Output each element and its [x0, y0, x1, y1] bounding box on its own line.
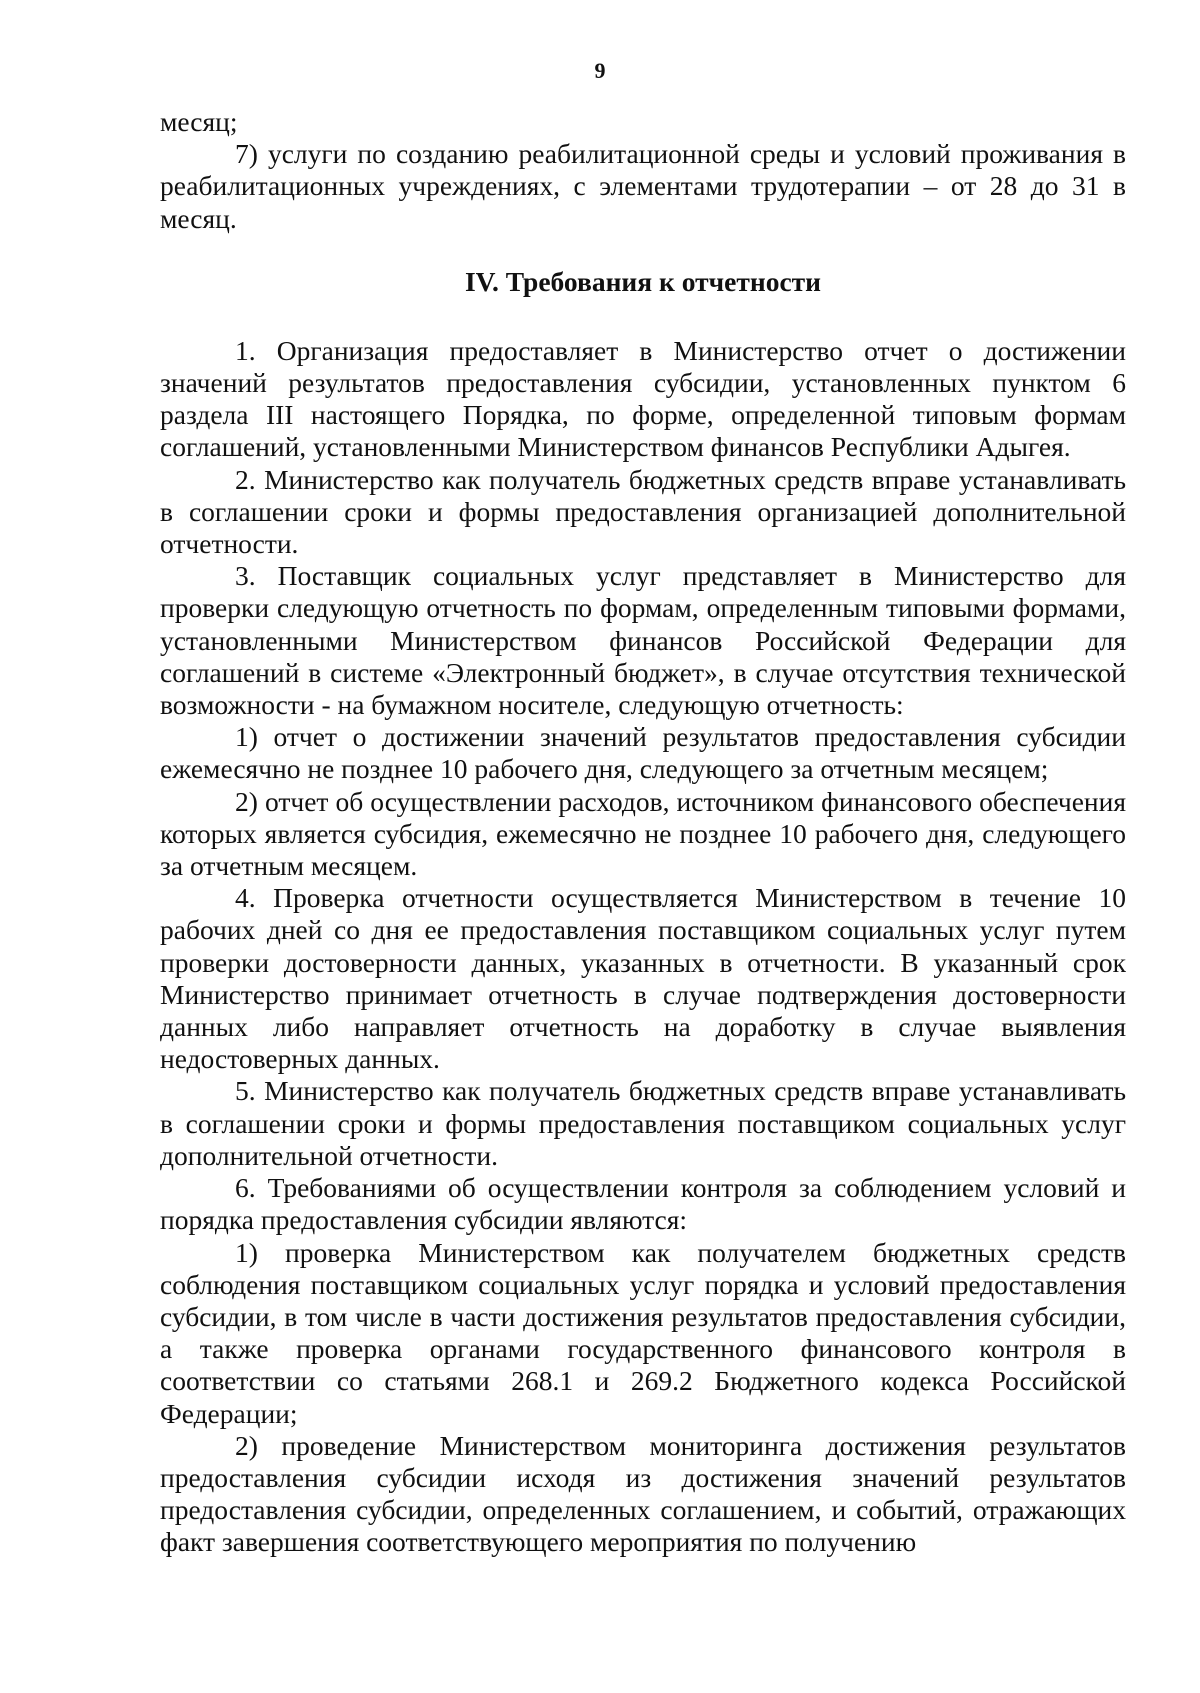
paragraph-item-7-services: 7) услуги по созданию реабилитационной среды и условий проживания в реабилитационных учреждениях, с элементами трудотерапии – от 28 до 31 в месяц. — [160, 138, 1126, 234]
paragraph-5-provider-additional-reporting: 5. Министерство как получатель бюджетных средств вправе устанавливать в соглашении сроки и формы предоставления поставщиком социальных услуг дополнительной отчетности. — [160, 1075, 1126, 1171]
paragraph-6-control-requirements: 6. Требованиями об осуществлении контроля за соблюдением условий и порядка предоставления субсидии являются: — [160, 1172, 1126, 1236]
paragraph-2-additional-reporting: 2. Министерство как получатель бюджетных средств вправе устанавливать в соглашении сроки и формы предоставления организацией дополнительной отчетности. — [160, 463, 1126, 560]
paragraph-6-subitem-2: 2) проведение Министерством мониторинга достижения результатов предоставления субсидии исходя из достижения значений результатов предоставления субсидии, определенных соглашением, и событий, отражающих факт завершения соответствующего мероприятия по получению — [160, 1429, 1126, 1558]
section-heading: IV. Требования к отчетности — [464, 265, 822, 297]
paragraph-3-provider-reporting: 3. Поставщик социальных услуг представляет в Министерство для проверки следующую отчетность по формам, определенным типовыми формами, установленными Министерством финансов Российской Федерации для соглашений в системе «Электронный бюджет», в случае отсутствия технической возможности - на бумажном носителе, следующую отчетность: — [160, 560, 1126, 721]
paragraph-3-subitem-2: 2) отчет об осуществлении расходов, источником финансового обеспечения которых является субсидия, ежемесячно не позднее 10 рабочего дня, следующего за отчетным месяцем. — [160, 785, 1126, 882]
paragraph-3-subitem-1: 1) отчет о достижении значений результатов предоставления субсидии ежемесячно не позднее 10 рабочего дня, следующего за отчетным месяцем; — [160, 721, 1126, 785]
paragraph-4-report-verification: 4. Проверка отчетности осуществляется Министерством в течение 10 рабочих дней со дня ее предоставления поставщиком социальных услуг путем проверки достоверности данных, указанных в отчетности. В указанный срок Министерство принимает отчетность в случае подтверждения достоверности данных либо направляет отчетность на доработку в случае выявления недостоверных данных. — [160, 882, 1126, 1075]
paragraph-1-organization-report: 1. Организация предоставляет в Министерство отчет о достижении значений результатов предоставления субсидии, установленных пунктом 6 раздела III настоящего Порядка, по форме, определенной типовым формам соглашений, установленными Министерством финансов Республики Адыгея. — [160, 334, 1126, 463]
paragraph-6-subitem-1: 1) проверка Министерством как получателем бюджетных средств соблюдения поставщиком социальных услуг порядка и условий предоставления субсидии, в том числе в части достижения результатов предоставления субсидии, а также проверка органами государственного финансового контроля в соответствии со статьями 268.1 и 269.2 Бюджетного кодекса Российской Федерации; — [160, 1236, 1126, 1429]
page-number: 9 — [594, 58, 606, 83]
paragraph-continuation: месяц; — [160, 106, 238, 137]
document-body — [160, 106, 1126, 1559]
